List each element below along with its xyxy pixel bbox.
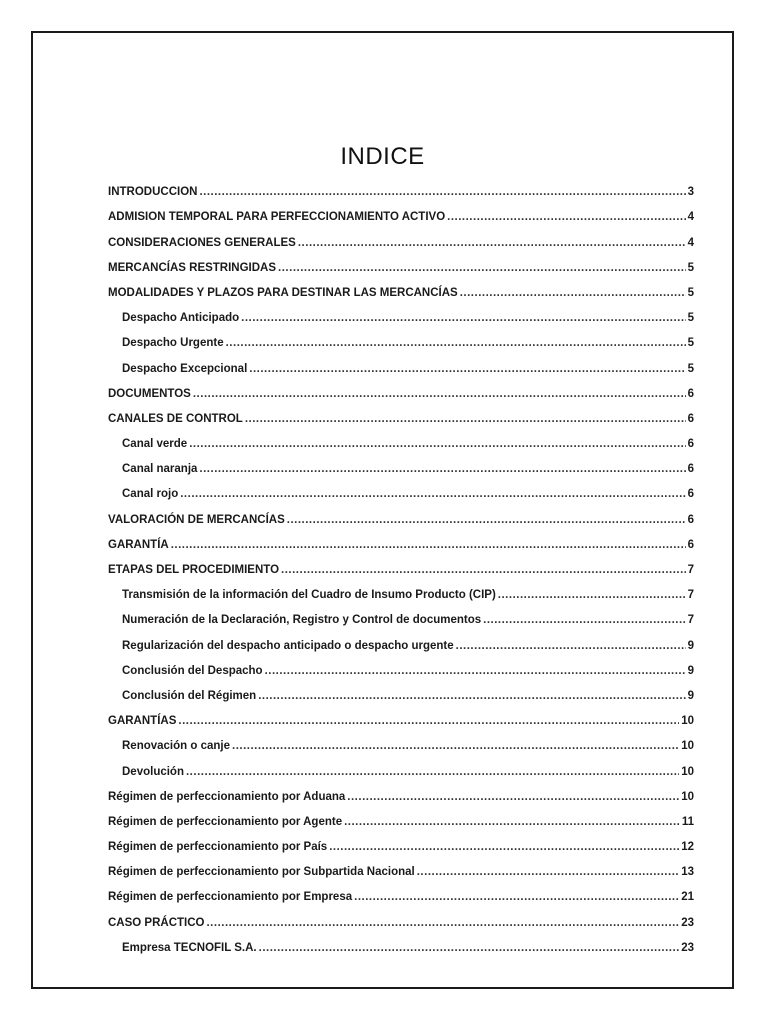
dot-leader: [298, 236, 686, 252]
toc-entry[interactable]: [108, 629, 694, 654]
toc-entry[interactable]: [108, 277, 694, 302]
dot-leader: [249, 362, 685, 378]
dot-leader: [259, 941, 680, 957]
toc-entry-label: Despacho Anticipado: [122, 312, 240, 325]
toc-entry[interactable]: [108, 529, 694, 554]
toc-entry[interactable]: [108, 680, 694, 705]
toc-page-number: 23: [681, 916, 694, 929]
toc-entry-label: Empresa TECNOFIL S.A.: [122, 941, 257, 954]
toc-entry-label: Canal verde: [122, 438, 188, 451]
toc-entry-label: GARANTÍAS: [108, 715, 177, 728]
toc-page-number: 11: [681, 815, 694, 828]
dot-leader: [226, 336, 686, 352]
dot-leader: [193, 387, 686, 403]
toc-entry[interactable]: [108, 781, 694, 806]
toc-entry[interactable]: [108, 705, 694, 730]
toc-entry[interactable]: [108, 881, 694, 906]
toc-page-number: 4: [687, 236, 694, 249]
toc-entry-label: Régimen de perfeccionamiento por Subpartida Nacional: [108, 866, 415, 879]
toc-entry[interactable]: [108, 378, 694, 403]
toc-entry[interactable]: [108, 352, 694, 377]
dot-leader: [483, 613, 685, 629]
toc-entry[interactable]: [108, 730, 694, 755]
toc-entry-label: ETAPAS DEL PROCEDIMIENTO: [108, 564, 280, 576]
dot-leader: [178, 714, 679, 730]
toc-entry-label: Transmisión de la información del Cuadro de Insumo Producto (CIP): [122, 589, 496, 602]
toc-entry-label: CANALES DE CONTROL: [108, 412, 243, 425]
toc-entry-label: CASO PRÁCTICO: [108, 916, 205, 929]
dot-leader: [417, 865, 679, 881]
dot-leader: [245, 412, 686, 428]
toc-entry-label: Devolución: [122, 765, 184, 778]
dot-leader: [232, 739, 679, 755]
toc-entry[interactable]: [108, 176, 694, 201]
toc-entry-label: GARANTÍA: [108, 538, 169, 551]
dot-leader: [281, 563, 686, 579]
dot-leader: [456, 639, 686, 655]
toc-entry-label: Despacho Excepcional: [122, 362, 248, 375]
table-of-contents: [108, 176, 694, 957]
toc-page-number: 23: [681, 941, 694, 954]
toc-page-number: 5: [687, 286, 694, 299]
toc-entry-label: Numeración de la Declaración, Registro y Control de documentos: [122, 614, 482, 627]
dot-leader: [447, 210, 685, 226]
toc-page-number: 7: [687, 589, 694, 602]
toc-page-number: 4: [687, 211, 694, 224]
dot-leader: [354, 890, 679, 906]
document-page: [31, 31, 734, 989]
toc-entry[interactable]: [108, 453, 694, 478]
dot-leader: [344, 815, 680, 831]
toc-entry[interactable]: [108, 226, 694, 251]
toc-page-number: 6: [687, 438, 694, 451]
toc-entry-label: Régimen de perfeccionamiento por País: [108, 841, 328, 854]
toc-entry-label: VALORACIÓN DE MERCANCÍAS: [108, 513, 285, 526]
toc-entry[interactable]: [108, 478, 694, 503]
toc-page-number: 12: [681, 841, 694, 854]
toc-entry-label: Despacho Urgente: [122, 337, 224, 350]
toc-page-number: 7: [687, 614, 694, 627]
toc-entry[interactable]: [108, 554, 694, 579]
toc-entry[interactable]: [108, 755, 694, 780]
dot-leader: [189, 437, 685, 453]
toc-page-number: 9: [687, 689, 694, 702]
dot-leader: [278, 261, 686, 277]
toc-entry[interactable]: [108, 856, 694, 881]
toc-page-number: 5: [687, 337, 694, 350]
toc-page-number: 7: [687, 564, 694, 576]
toc-entry-label: Canal naranja: [122, 463, 198, 476]
toc-page-number: 6: [687, 463, 694, 476]
toc-entry-label: CONSIDERACIONES GENERALES: [108, 236, 296, 249]
toc-page-number: 6: [687, 488, 694, 501]
dot-leader: [186, 765, 679, 781]
toc-entry[interactable]: [108, 831, 694, 856]
toc-entry-label: Régimen de perfeccionamiento por Aduana: [108, 790, 346, 803]
dot-leader: [347, 790, 679, 806]
toc-entry[interactable]: [108, 604, 694, 629]
dot-leader: [329, 840, 679, 856]
dot-leader: [206, 916, 679, 932]
dot-leader: [180, 487, 685, 503]
toc-entry-label: Conclusión del Régimen: [122, 689, 257, 702]
toc-entry[interactable]: [108, 503, 694, 528]
toc-entry[interactable]: [108, 327, 694, 352]
toc-page-number: 13: [681, 866, 694, 879]
toc-entry[interactable]: [108, 806, 694, 831]
toc-page-number: 6: [687, 412, 694, 425]
dot-leader: [498, 588, 686, 604]
toc-entry-label: Renovación o canje: [122, 740, 231, 753]
toc-page-number: 5: [687, 312, 694, 325]
toc-entry-label: DOCUMENTOS: [108, 387, 191, 400]
toc-entry-label: Regularización del despacho anticipado o despacho urgente: [122, 639, 454, 652]
toc-entry-label: ADMISION TEMPORAL PARA PERFECCIONAMIENTO ACTIVO: [108, 211, 446, 224]
dot-leader: [258, 689, 685, 705]
toc-page-number: 21: [681, 891, 694, 904]
toc-entry-label: Régimen de perfeccionamiento por Agente: [108, 815, 343, 828]
toc-page-number: 10: [681, 740, 694, 753]
toc-entry[interactable]: [108, 906, 694, 931]
toc-entry[interactable]: [108, 932, 694, 957]
toc-page-number: 10: [681, 790, 694, 803]
toc-page-number: 6: [687, 387, 694, 400]
page-title: INDICE: [340, 143, 425, 170]
toc-entry[interactable]: [108, 302, 694, 327]
toc-entry-label: MERCANCÍAS RESTRINGIDAS: [108, 261, 277, 274]
toc-entry[interactable]: [108, 403, 694, 428]
dot-leader: [287, 513, 686, 529]
toc-page-number: 9: [687, 639, 694, 652]
dot-leader: [199, 185, 685, 201]
toc-entry[interactable]: [108, 201, 694, 226]
dot-leader: [241, 311, 685, 327]
toc-page-number: 6: [687, 513, 694, 526]
dot-leader: [199, 462, 685, 478]
dot-leader: [171, 538, 686, 554]
toc-entry-label: INTRODUCCION: [108, 186, 198, 199]
dot-leader: [265, 664, 686, 680]
dot-leader: [460, 286, 686, 302]
toc-entry[interactable]: [108, 428, 694, 453]
toc-entry[interactable]: [108, 579, 694, 604]
toc-entry-label: MODALIDADES Y PLAZOS PARA DESTINAR LAS MERCANCÍAS: [108, 286, 458, 299]
toc-page-number: 5: [687, 362, 694, 375]
toc-page-number: 9: [687, 664, 694, 677]
toc-entry[interactable]: [108, 252, 694, 277]
toc-entry[interactable]: [108, 655, 694, 680]
toc-page-number: 10: [681, 715, 694, 728]
toc-page-number: 10: [681, 765, 694, 778]
toc-page-number: 6: [687, 538, 694, 551]
toc-entry-label: Conclusión del Despacho: [122, 664, 263, 677]
toc-page-number: 3: [687, 186, 694, 199]
toc-entry-label: Canal rojo: [122, 488, 179, 501]
toc-entry-label: Régimen de perfeccionamiento por Empresa: [108, 891, 353, 904]
toc-page-number: 5: [687, 261, 694, 274]
